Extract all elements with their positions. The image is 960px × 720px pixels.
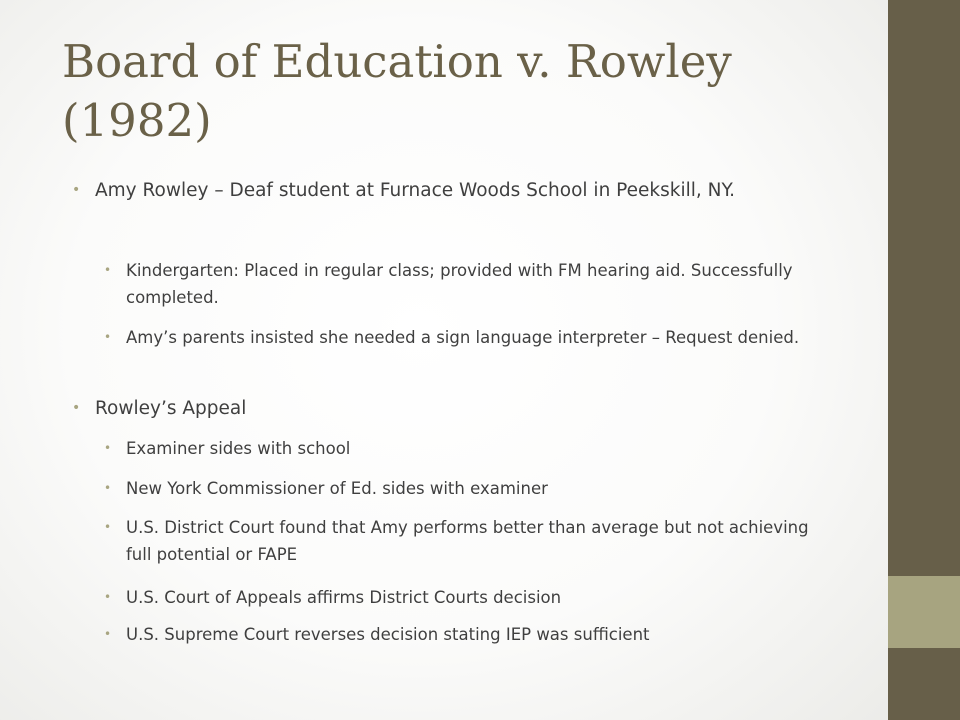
sub-bullet-kindergarten [104,257,826,311]
bullet-text: New York Commissioner of Ed. sides with examiner [126,479,548,498]
bullet-icon: • [72,182,81,198]
bullet-text: U.S. Supreme Court reverses decision stating IEP was sufficient [126,625,650,644]
bullet-text: Amy’s parents insisted she needed a sign language interpreter – Request denied. [126,328,800,347]
bullet-icon: • [104,481,112,495]
bullet-icon: • [104,520,112,534]
sub-bullet-district-court [104,514,826,568]
bullet-icon: • [104,627,112,641]
bullet-icon: • [104,441,112,455]
sub-bullet-commissioner [104,475,826,502]
bullet-icon: • [72,400,81,416]
bullet-amy-rowley [72,176,815,205]
side-bar-accent [888,576,960,648]
sub-bullet-supreme-court [104,621,826,648]
bullet-text: Amy Rowley – Deaf student at Furnace Woods School in Peekskill, NY. [95,180,735,201]
sub-bullet-examiner [104,435,826,462]
bullet-text: U.S. District Court found that Amy performs better than average but not achieving full potential or FAPE [126,518,809,564]
bullet-rowleys-appeal [72,394,815,423]
bullet-text: Examiner sides with school [126,439,351,458]
bullet-icon: • [104,330,112,344]
slide-title: Board of Education v. Rowley (1982) [62,35,732,147]
bullet-icon: • [104,263,112,277]
bullet-text: Rowley’s Appeal [95,398,247,419]
sub-bullet-parents [104,324,826,351]
bullet-text: Kindergarten: Placed in regular class; provided with FM hearing aid. Successfully completed. [126,261,793,307]
bullet-icon: • [104,590,112,604]
sub-bullet-court-of-appeals [104,584,826,611]
bullet-text: U.S. Court of Appeals affirms District Courts decision [126,588,562,607]
